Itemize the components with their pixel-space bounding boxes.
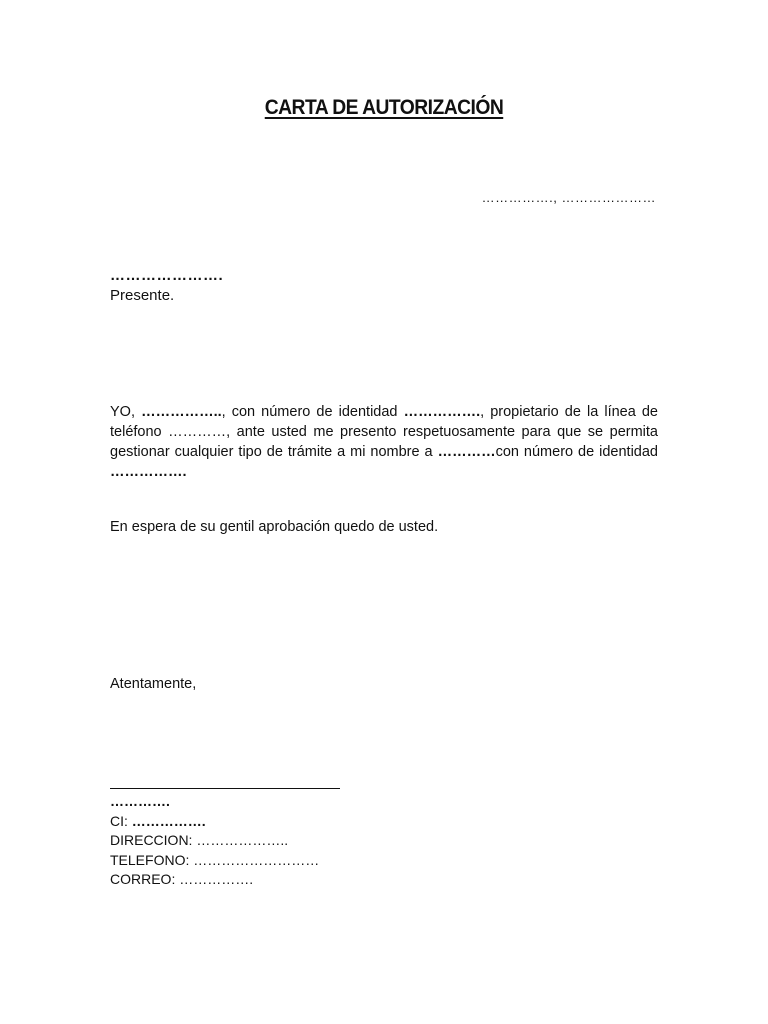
place-date-line: ……………., ………………… [481, 190, 656, 205]
ci-label: CI: [110, 812, 132, 829]
body-text-main: , propietario de la línea de teléfono …………, ante usted me presento respetuosamente para que se permita gestionar cualquier tipo de trámite a mi nombre a [110, 404, 658, 460]
body-text-id-label: , con número de identidad [221, 404, 404, 420]
grantor-id-placeholder: ……………. [403, 404, 481, 420]
salutation: Presente. [110, 287, 175, 304]
proxy-id-placeholder: ……………. [110, 464, 187, 480]
addressee-name-placeholder: …………………. [110, 267, 224, 284]
body-text-proxy-id-label: con número de identidad [495, 444, 658, 460]
signature-block [110, 792, 319, 890]
signer-name-placeholder: …………. [110, 793, 170, 809]
closing-sentence: En espera de su gentil aprobación quedo de usted. [110, 519, 439, 535]
signer-address: DIRECCION: ……………….. [110, 832, 289, 848]
authorization-paragraph [110, 402, 658, 482]
signer-phone: TELEFONO: ……………………… [110, 851, 320, 868]
signer-ci-line [110, 812, 319, 832]
regards: Atentamente, [110, 676, 197, 692]
body-text-intro: YO, [110, 404, 142, 420]
proxy-name-placeholder: ………… [437, 444, 496, 460]
addressee-block [110, 266, 223, 306]
document-title: CARTA DE AUTORIZACIÓN [264, 96, 504, 119]
signature-line [110, 788, 340, 789]
grantor-name-placeholder: …………….. [141, 404, 222, 420]
signer-email: CORREO: ……………. [110, 871, 254, 887]
ci-value: ……………. [131, 812, 206, 829]
